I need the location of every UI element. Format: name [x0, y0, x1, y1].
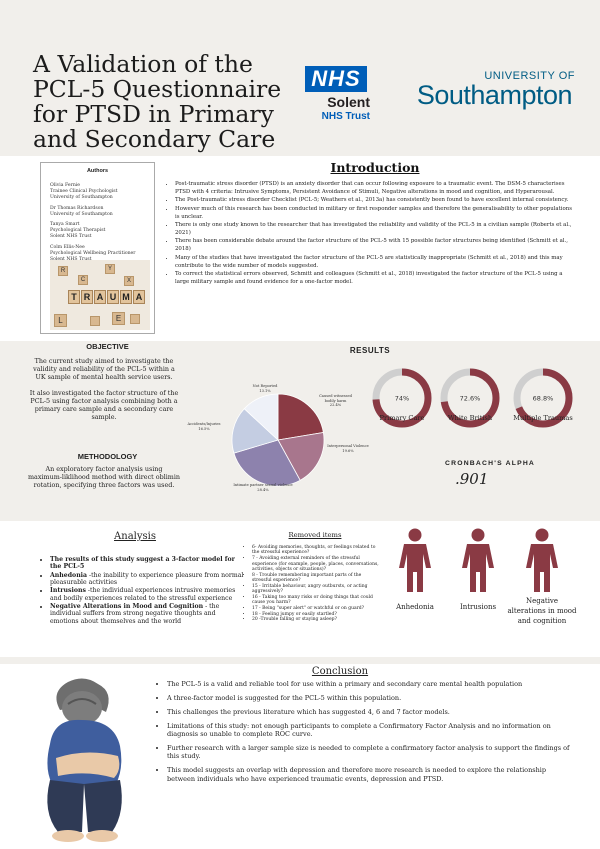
conclusion-list: [155, 680, 570, 789]
author-name: Tanya Smart: [50, 222, 80, 228]
donut-caption: Multiple Traumas: [513, 414, 573, 422]
objective-paragraph: The current study aimed to investigate the validity and reliability of the PCL-5 within a UK sample of mental health service users.: [33, 357, 175, 382]
sad-person-illustration: [32, 672, 147, 847]
pie-label: Intimate partner sexual violence 28.4%: [233, 483, 293, 492]
removed-items-title: Removed items: [288, 531, 342, 539]
donut-value-label: 72.6%: [459, 394, 481, 403]
author-role: University of Southampton: [50, 211, 113, 217]
list-item: • 7 - Avoiding external reminders of the stressful experience (for example, people, places, conversations, activities, objects or situations)?: [252, 556, 379, 572]
list-item: • Post-traumatic stress disorder (PTSD) is an anxiety disorder that can occur following exposure to a traumatic event. The DSM-5 characterises PTSD with 4 criteria: Intrusive Symptoms, Persistent Avoidance of Stimuli, Negative alterations in mood and cognition, and Hyperarousal.: [175, 181, 573, 197]
letter-tile: E: [112, 312, 125, 325]
objective-text: [28, 357, 180, 421]
list-item: • The results of this study suggest a 3-factor model for the PCL-5: [50, 556, 245, 571]
list-item: • There has been considerable debate around the factor structure of the PCL-5 with 15 possible factor structures being identified (Schmitt et al., 2018): [175, 238, 573, 254]
pie-label: Interpersonal Violence 19.6%: [327, 444, 369, 453]
donut-caption: Primary Care: [379, 414, 425, 422]
author-name: Colm Ellis-Nee: [50, 244, 85, 250]
list-item: • 8 - Trouble remembering important parts of the stressful experience?: [252, 573, 379, 584]
factor-label: Anhedonia: [396, 603, 434, 611]
author-role: Trainee Clinical Psychologist: [50, 189, 118, 195]
word-tile: R: [81, 290, 93, 304]
letter-tile: [90, 316, 100, 326]
university-logo-name: Southampton: [416, 80, 572, 110]
nhs-org-sub: NHS Trust: [321, 111, 370, 122]
analysis-title: Analysis: [114, 531, 156, 542]
author-entry: [50, 222, 150, 241]
list-item: • 18 - Feeling jumpy or easily startled?: [252, 612, 379, 617]
person-icon: [395, 528, 435, 594]
list-item: • The Post-traumatic stress disorder Checklist (PCL-5; Weathers et al., 2013a) has consistently been found to have excellent internal consistency.: [175, 197, 573, 205]
donut-caption: White British: [447, 414, 493, 422]
list-item: • Limitations of this study: not enough participants to complete a Confirmatory Factor Analysis and no information on diagnosis so unable to complete ROC curve.: [167, 722, 570, 739]
author-org: University of Southampton: [50, 195, 113, 201]
factor-label: Negative alterations in mood and cognition: [507, 597, 577, 625]
letter-tile: R: [58, 266, 68, 276]
word-tile: A: [133, 290, 145, 304]
author-entry: [50, 206, 150, 218]
list-item: • Many of the studies that have investigated the factor structure of the PCL-5 are statistically inappropriate (Schmitt et al., 2018) and this may contribute to the wide number of models suggested.: [175, 255, 573, 271]
author-entry: [50, 183, 150, 202]
nhs-logo: NHS: [305, 66, 367, 92]
analysis-list: [40, 556, 245, 626]
letter-tile: C: [78, 275, 88, 285]
list-item: • This challenges the previous literature which has suggested 4, 6 and 7 factor models.: [167, 708, 570, 716]
donut-value-label: 74%: [394, 394, 410, 403]
list-item: • 20 -Trouble falling or staying asleep?: [252, 617, 379, 622]
author-role: Psychological Wellbeing Practitioner: [50, 250, 136, 256]
letter-tile: [130, 314, 140, 324]
list-item: • 17 - Being "super alert" or watchful or on guard?: [252, 606, 379, 611]
list-item: • 6- Avoiding memories, thoughts, or feelings related to the stressful experience?: [252, 545, 379, 556]
author-role: Psychological Therapist: [50, 228, 106, 234]
trauma-word: [68, 290, 145, 305]
letter-tile: X: [124, 276, 134, 286]
methodology-title: METHODOLOGY: [77, 452, 138, 461]
objective-paragraph: It also investigated the factor structure of the PCL-5 using factor analysis combining both a primary care sample and a secondary care sample.: [29, 388, 179, 422]
list-item: • Anhedonia -the inability to experience pleasure from normal pleasurable activities: [50, 572, 245, 587]
list-item: • The PCL-5 is a valid and reliable tool for use within a primary and secondary care mental health population: [167, 680, 570, 688]
list-item: • Negative Alterations in Mood and Cognition - the individual suffers from strong negative thoughts and emotions about themselves and the world: [50, 603, 245, 625]
word-tile: T: [68, 290, 80, 304]
author-org: Solent NHS Trust: [50, 234, 92, 240]
list-item: • A three-factor model is suggested for the PCL-5 within this population.: [167, 694, 570, 702]
donut-value-label: 68.8%: [532, 394, 554, 403]
cronbach-value: .901: [455, 470, 489, 488]
cronbach-title: CRONBACH'S ALPHA: [445, 460, 536, 467]
author-name: Dr Thomas Richardson: [50, 205, 104, 211]
word-tile: U: [107, 290, 119, 304]
trauma-tiles-image: [50, 260, 150, 330]
list-item: • 16 - Taking too many risks or doing things that could cause you harm?: [252, 595, 379, 606]
introduction-list: [165, 181, 573, 287]
author-name: Olivia Fernie: [50, 183, 80, 188]
authors-heading: Authors: [86, 168, 109, 174]
list-item: • However much of this research has been conducted in military or first responder samples and therefore the generalisability to other populations is unclear.: [175, 206, 573, 222]
list-item: • To correct the statistical errors observed, Schmitt and colleagues (Schmitt et al., 2018) investigated the factor structure of the PCL-5 using a large military sample and found evidence for a one-factor model.: [175, 271, 573, 287]
list-item: • Intrusions -the individual experiences intrusive memories and bodily experiences related to the stressful experience: [50, 587, 245, 602]
nhs-org-name: Solent: [327, 94, 370, 110]
pie-label: Not Reported 13.1%: [252, 384, 278, 393]
authors-list: [50, 183, 150, 267]
university-logo-top: UNIVERSITY OF: [484, 70, 575, 82]
introduction-title: Introduction: [330, 160, 420, 175]
methodology-text: An exploratory factor analysis using maximum-liklihood method with direct oblimin rotation, specifying three factors was used.: [28, 465, 181, 490]
pie-label: Accidents/Injuries 16.5%: [187, 422, 221, 431]
conclusion-title: Conclusion: [311, 666, 369, 677]
pie-label: Caused witnessed bodily harm 22.4%: [319, 394, 352, 408]
factor-label: Intrusions: [459, 603, 497, 611]
list-item: • There is only one study known to the researcher that has investigated the reliability and validity of the PCL-5 in a civilian sample (Roberts et al., 2021): [175, 222, 573, 238]
person-icon: [458, 528, 498, 594]
trauma-pie-chart: [185, 378, 390, 503]
removed-items-list: [244, 545, 379, 623]
results-title: RESULTS: [349, 346, 391, 355]
word-tile: M: [120, 290, 132, 304]
list-item: • Further research with a larger sample size is needed to complete a confirmatory factor analysis to support the findings of this study.: [167, 744, 570, 761]
person-icon: [522, 528, 562, 594]
poster-title: A Validation of the PCL-5 Questionnaire for PTSD in Primary and Secondary Care: [33, 50, 282, 153]
letter-tile: Y: [105, 264, 115, 274]
word-tile: A: [94, 290, 106, 304]
list-item: • 15 - Irritable behaviour, angry outbursts, or acting aggressively?: [252, 584, 379, 595]
letter-tile: L: [54, 314, 67, 327]
list-item: • This model suggests an overlap with depression and therefore more research is needed to explore the relationship between individuals who have experienced traumatic events, depression and PTSD.: [167, 766, 570, 783]
objective-title: OBJECTIVE: [86, 342, 129, 351]
